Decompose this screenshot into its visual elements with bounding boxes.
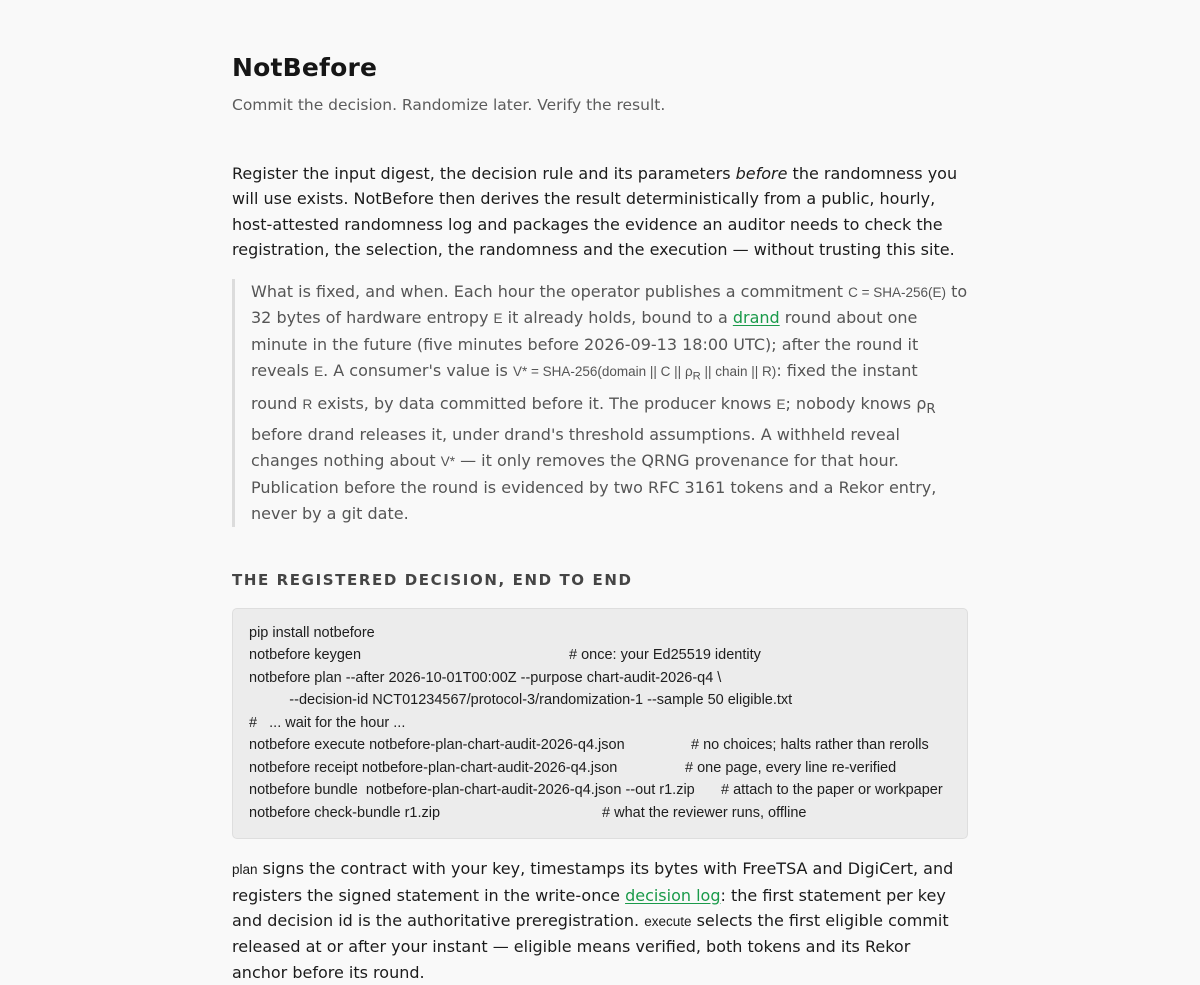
entropy-symbol: E xyxy=(493,311,503,327)
vstar-symbol: V* xyxy=(440,454,455,470)
plan-keyword: plan xyxy=(232,862,258,878)
code-command: --decision-id NCT01234567/protocol-3/randomization-1 --sample 50 eligible.txt xyxy=(249,692,793,709)
code-comment: # one page, every line re-verified xyxy=(685,759,897,776)
code-command: notbefore execute notbefore-plan-chart-audit-2026-q4.json xyxy=(249,737,625,754)
page-subtitle: Commit the decision. Randomize later. Verify the result. xyxy=(232,96,666,114)
round-symbol: R xyxy=(302,396,313,412)
code-comment: # no choices; halts rather than rerolls xyxy=(691,737,929,754)
section-heading: THE REGISTERED DECISION, END TO END xyxy=(232,570,633,589)
callout-text-6: : fixed the instant round xyxy=(251,361,918,413)
entropy-symbol-3: E xyxy=(776,396,786,412)
value-formula xyxy=(512,364,777,383)
intro-paragraph xyxy=(232,161,968,263)
code-line xyxy=(249,757,951,780)
intro-emphasis: before xyxy=(735,164,788,183)
code-command: pip install notbefore xyxy=(249,624,375,641)
drand-link[interactable]: drand xyxy=(732,308,780,328)
code-command: notbefore check-bundle r1.zip xyxy=(249,804,441,821)
commitment-callout xyxy=(232,279,968,527)
callout-text-10: — it only removes the QRNG provenance for that hour. Publication before the round is evidenced by two RFC 3161 tokens and a Rekor entry, never by a git date. xyxy=(251,451,937,523)
code-comment: # once: your Ed25519 identity xyxy=(569,647,761,664)
page xyxy=(232,0,968,985)
decision-log-link[interactable]: decision log xyxy=(625,885,721,905)
code-command: notbefore plan --after 2026-10-01T00:00Z --purpose chart-audit-2026-q4 \ xyxy=(249,669,722,686)
code-comment: # what the reviewer runs, offline xyxy=(602,804,807,821)
code-line xyxy=(249,667,951,690)
intro-text-2: the randomness you will use exists. NotBefore then derives the result deterministically from a public, hourly, host-attested randomness log and packages the evidence an auditor needs to check the registration, the selection, the randomness and the execution — without trusting this site. xyxy=(232,164,958,260)
callout-text-5: . A consumer's value is xyxy=(323,361,513,381)
callout-text-8: ; nobody knows xyxy=(785,393,917,413)
callout-text-3: it already holds, bound to a xyxy=(502,308,733,328)
rho-sub: R xyxy=(926,401,936,417)
code-command: notbefore bundle notbefore-plan-chart-audit-2026-q4.json --out r1.zip xyxy=(249,782,695,799)
page-title: NotBefore xyxy=(232,53,378,82)
callout-text-7: exists, by data committed before it. The producer knows xyxy=(312,393,777,413)
intro-text-1: Register the input digest, the decision rule and its parameters xyxy=(232,164,736,183)
value-formula-b: || chain || R) xyxy=(700,364,777,380)
value-formula-a: V* = SHA-256(domain || C || ρ xyxy=(512,364,693,380)
code-line xyxy=(249,802,951,825)
code-line xyxy=(249,712,951,735)
code-command: notbefore receipt notbefore-plan-chart-audit-2026-q4.json xyxy=(249,759,618,776)
explanation-text-1: signs the contract with your key, timestamps its bytes with FreeTSA and DigiCert, and registers the signed statement in the write-once xyxy=(232,859,954,905)
explanation-text-3: selects the first eligible commit released at or after your instant — eligible means verified, both tokens and its Rekor anchor before its round. xyxy=(232,910,949,982)
callout-text-1: What is fixed, and when. Each hour the operator publishes a commitment xyxy=(251,281,849,301)
explanation-text-2: : the first statement per key and decision id is the authoritative preregistration. xyxy=(232,885,946,930)
code-line xyxy=(249,622,951,645)
callout-text-4: round about one minute in the future (five minutes before 2026-09-13 18:00 UTC); after the round it reveals xyxy=(251,308,919,381)
code-comment: # attach to the paper or workpaper xyxy=(721,782,943,799)
callout-text-9: before drand releases it, under drand's threshold assumptions. A withheld reveal changes nothing about xyxy=(251,425,900,471)
code-line xyxy=(249,734,951,757)
callout-text-2: to 32 bytes of hardware entropy xyxy=(251,281,968,328)
code-command: # ... wait for the hour ... xyxy=(249,714,406,731)
entropy-symbol-2: E xyxy=(314,364,324,380)
execute-keyword: execute xyxy=(644,913,692,929)
explanation-paragraph xyxy=(232,856,968,985)
value-formula-sub: R xyxy=(692,370,701,383)
code-block[interactable] xyxy=(232,608,968,840)
code-line xyxy=(249,689,951,712)
code-line xyxy=(249,644,951,667)
rho-glyph: ρ xyxy=(916,393,927,413)
rho-symbol xyxy=(916,393,936,417)
code-line xyxy=(249,779,951,802)
code-command: notbefore keygen xyxy=(249,647,362,664)
commitment-formula: C = SHA-256(E) xyxy=(848,284,947,300)
